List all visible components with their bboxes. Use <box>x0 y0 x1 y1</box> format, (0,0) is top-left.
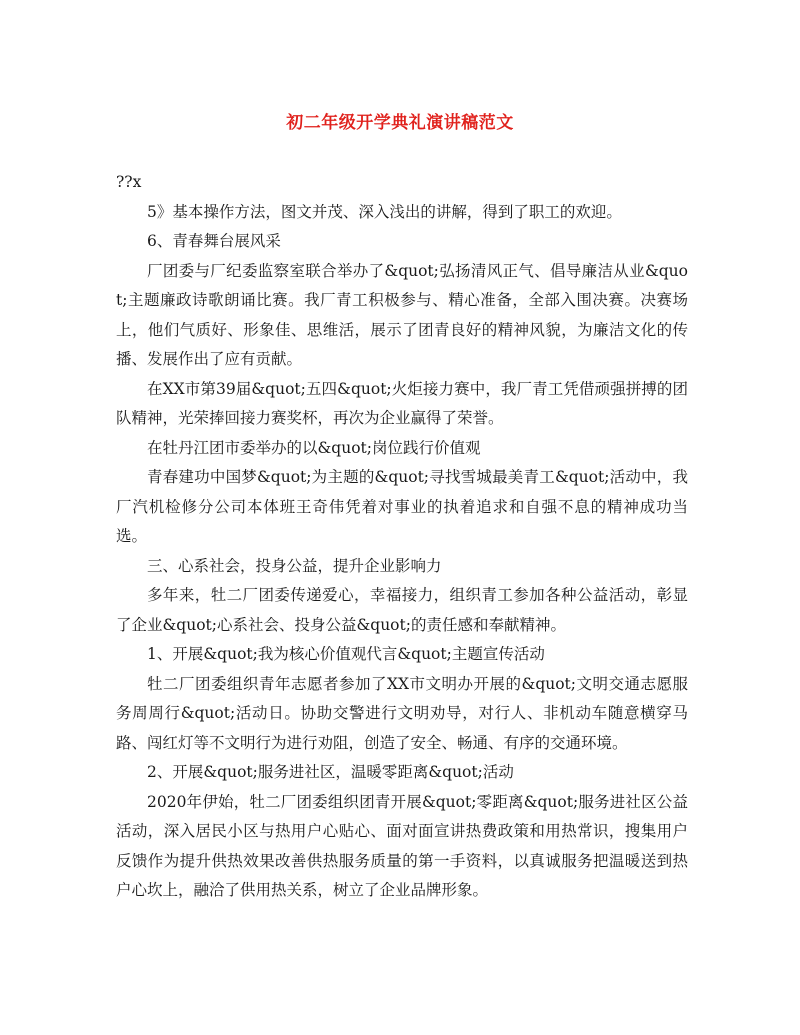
document-title: 初二年级开学典礼演讲稿范文 <box>286 113 514 133</box>
paragraph: 5》基本操作方法，图文并茂、深入浅出的讲解，得到了职工的欢迎。 <box>147 202 622 221</box>
section-heading: 2、开展&quot;服务进社区，温暖零距离&quot;活动 <box>147 763 514 781</box>
paragraph: 在XX市第39届&quot;五四&quot;火炬接力赛中，我厂青工凭借顽强拼搏的团队精神，光荣捧回接力赛奖杯，再次为企业赢得了荣誉。 <box>116 379 688 427</box>
paragraph: 厂团委与厂纪委监察室联合举办了&quot;弘扬清风正气、倡导廉洁从业&quot;主题廉政诗歌朗诵比赛。我厂青工积极参与、精心准备，全部入围决赛。决赛场上，他们气质好、形象佳、思维活，展示了团青良好的精神风貌，为廉洁文化的传播、发展作出了应有贡献。 <box>116 261 688 368</box>
paragraph: 牡二厂团委组织青年志愿者参加了XX市文明办开展的&quot;文明交通志愿服务周周行&quot;活动日。协助交警进行文明劝导，对行人、非机动车随意横穿马路、闯红灯等不文明行为进行劝阻，创造了安全、畅通、有序的交通环境。 <box>116 674 688 752</box>
paragraph: 青春建功中国梦&quot;为主题的&quot;寻找雪城最美青工&quot;活动中，我厂汽机检修分公司本体班王奇伟凭着对事业的执着追求和自强不息的精神成功当选。 <box>116 468 688 545</box>
document-body <box>116 168 688 906</box>
section-heading: 三、心系社会，投身公益，提升企业影响力 <box>147 556 442 575</box>
section-heading: 1、开展&quot;我为核心价值观代言&quot;主题宣传活动 <box>147 645 545 663</box>
paragraph: 在牡丹江团市委举办的以&quot;岗位践行价值观 <box>147 438 481 457</box>
section-heading: 6、青春舞台展风采 <box>147 232 281 250</box>
paragraph: 2020年伊始，牡二厂团委组织团青开展&quot;零距离&quot;服务进社区公益活动，深入居民小区与热用户心贴心、面对面宣讲热费政策和用热常识，搜集用户反馈作为提升供热效果改善供热服务质量的第一手资料，以真诚服务把温暖送到热户心坎上，融洽了供用热关系，树立了企业品牌形象。 <box>116 792 688 899</box>
paragraph: ??x <box>116 173 142 191</box>
paragraph: 多年来，牡二厂团委传递爱心，幸福接力，组织青工参加各种公益活动，彰显了企业&quot;心系社会、投身公益&quot;的责任感和奉献精神。 <box>116 586 688 634</box>
